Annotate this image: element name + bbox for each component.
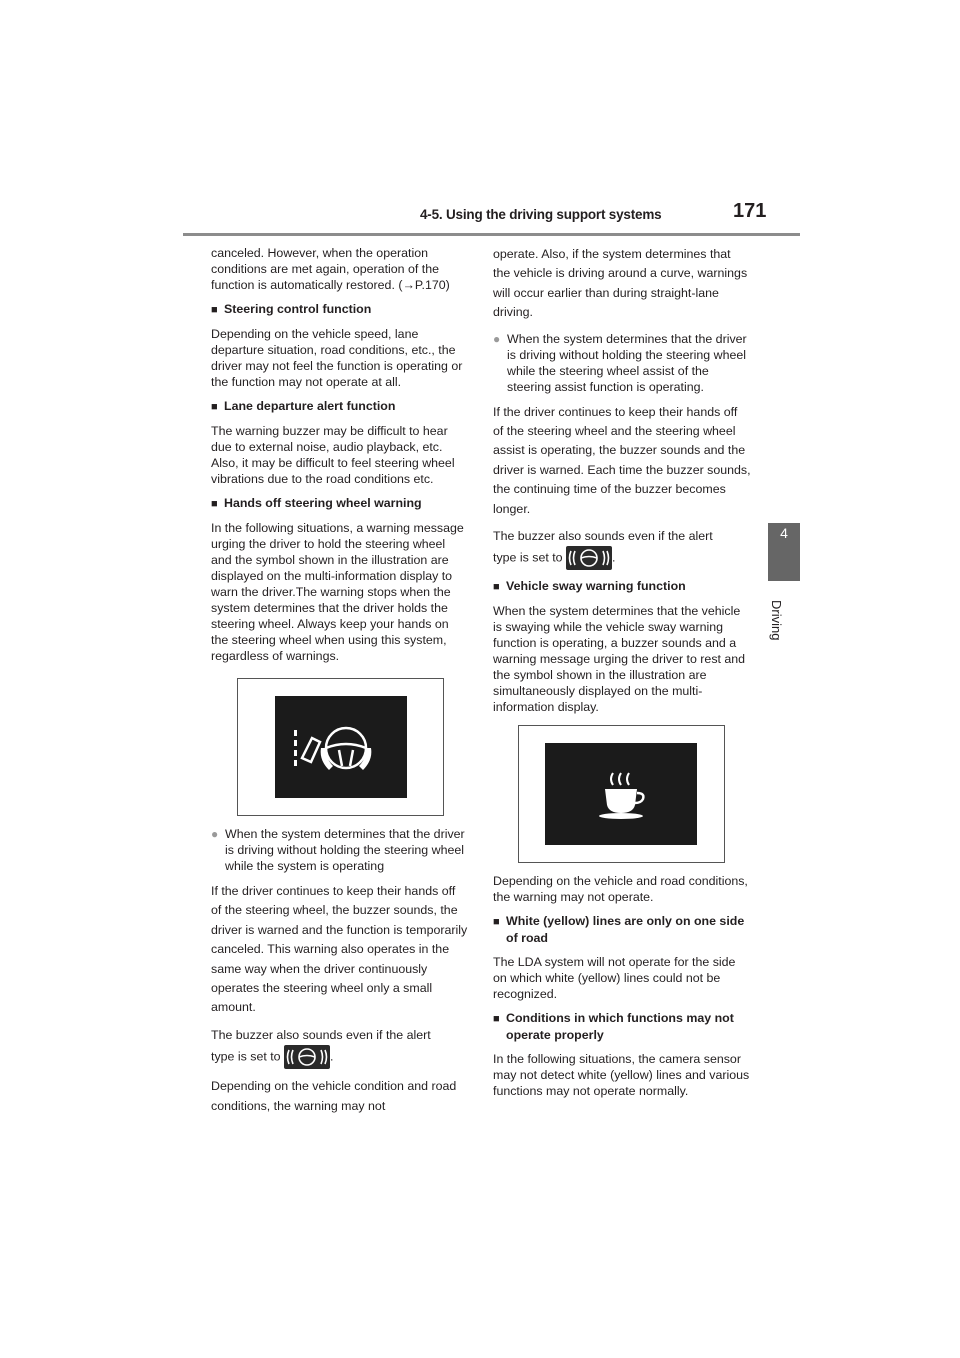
list-item: ● When the system determines that the driver is driving without holding the steering wheel while the steering wheel assist of the steering assist function is operating. [493,331,747,394]
paragraph: Depending on the vehicle speed, lane departure situation, road conditions, etc., the driver may not feel the function is operating or the function may not operate at all. [211,327,463,389]
paragraph: Depending on the vehicle and road conditions, the warning may not operate. [493,874,748,905]
section-heading: ■ Vehicle sway warning function [493,579,686,594]
square-bullet-icon: ■ [211,498,218,510]
square-bullet-icon: ■ [493,916,500,929]
lane-steering-figure [237,678,444,816]
paragraph: canceled. However, when the operation conditions are met again, operation of the function is automatically restored. (→P.170) [211,246,450,292]
coffee-figure [518,725,725,863]
page-number: 171 [733,200,767,222]
paragraph: The warning buzzer may be difficult to hear due to external noise, audio playback, etc. Also, it may be difficult to feel steering wheel vibrations due to the road conditions etc. [211,424,455,486]
square-bullet-icon: ■ [493,1013,500,1026]
header-divider [183,233,800,236]
display-screen [275,696,407,798]
paragraph: The buzzer also sounds even if the alert type is set to . [493,527,751,570]
paragraph: If the driver continues to keep their hands off of the steering wheel and the steering wheel assist is operating, the buzzer sounds and the driver is warned. Each time the buzzer sounds, the continuing time of the buzzer becomes longer. [493,404,751,516]
left-column [211,245,469,1124]
paragraph: The LDA system will not operate for the side on which white (yellow) lines could not be recognized. [493,955,736,1002]
coffee-cup-icon [545,743,697,845]
square-bullet-icon: ■ [211,304,218,316]
section-heading: ■ Conditions in which functions may not operate properly [493,1011,734,1043]
section-heading: ■ Lane departure alert function [211,399,396,413]
section-heading: ■ Steering control function [211,302,372,316]
steering-vibration-icon [284,1045,330,1069]
display-screen [545,743,697,845]
lane-steering-warning-icon [275,696,407,798]
paragraph: In the following situations, a warning message urging the driver to hold the steering wheel and the symbol shown in the illustration are displayed on the multi-information display to warn the driver.The warning stops when the system determines that the driver holds the steering wheel. Always keep your hands on the steering wheel when using this system, regardless of warnings. [211,521,464,663]
square-bullet-icon: ■ [493,581,500,594]
circle-bullet-icon: ● [493,331,501,346]
section-heading: ■ Hands off steering wheel warning [211,496,422,510]
chapter-tab-number: 4 [780,525,788,541]
right-column [493,245,751,1107]
paragraph: If the driver continues to keep their hands off of the steering wheel, the buzzer sounds, the driver is warned and the function is temporarily canceled. This warning also operates in the same way when the driver continuously operates the steering wheel only a small amount. [211,884,468,1015]
paragraph: The buzzer also sounds even if the alert type is set to . [211,1026,469,1069]
section-heading: ■ White (yellow) lines are only on one side of road [493,914,745,946]
section-title: 4-5. Using the driving support systems [420,207,662,222]
list-item: ● When the system determines that the driver is driving without holding the steering wheel while the system is operating [211,827,465,873]
circle-bullet-icon: ● [211,827,219,841]
steering-vibration-icon [566,546,612,570]
paragraph: When the system determines that the vehicle is swaying while the vehicle sway warning function is operating, a buzzer sounds and a warning message urging the driver to rest and the symbol shown in the illustration are simultaneously displayed on the multi-information display. [493,604,746,715]
chapter-label: Driving [769,600,784,641]
paragraph: operate. Also, if the system determines that the vehicle is driving around a curve, warnings will occur earlier than during straight-lane driving. [493,247,748,320]
square-bullet-icon: ■ [211,401,218,413]
paragraph: Depending on the vehicle condition and road conditions, the warning may not [211,1079,457,1113]
paragraph: In the following situations, the camera sensor may not detect white (yellow) lines and various functions may not operate normally. [493,1052,750,1099]
